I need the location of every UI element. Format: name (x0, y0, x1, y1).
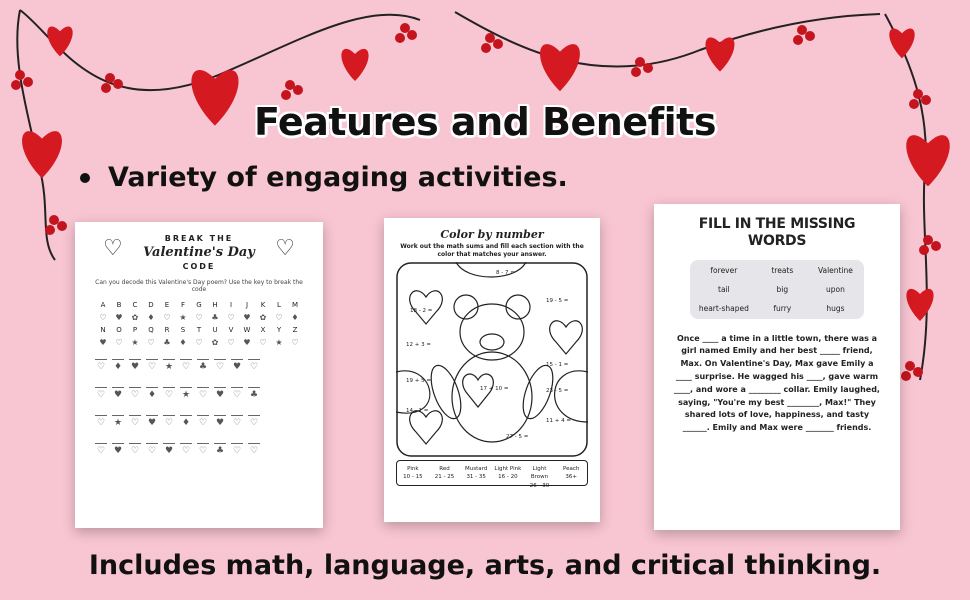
word-bank-item: furry (773, 303, 792, 313)
bullet-dot (80, 173, 90, 183)
key-letter: Z (292, 326, 298, 334)
word-bank-item: treats (771, 265, 794, 275)
word-bank-item: upon (826, 284, 845, 294)
break-the-code-worksheet (75, 222, 323, 528)
cipher-symbol: ♦ (291, 313, 299, 322)
key-letter: O (116, 326, 122, 334)
cipher-symbol: ✿ (131, 313, 139, 322)
word-bank-item: forever (710, 265, 738, 275)
code-line: ♡ ♥ ♡ ♦ ♡ ★ ♡ ♥ ♡ ♣ (95, 387, 303, 400)
cipher-symbol: ♥ (99, 338, 107, 347)
footer-caption: Includes math, language, arts, and critical thinking. (88, 550, 882, 581)
cipher-symbol: ♣ (211, 313, 219, 322)
legend-item: Red 21 - 25 (434, 466, 455, 481)
cipher-symbol: ♥ (243, 313, 251, 322)
key-letter: C (132, 301, 138, 309)
worksheet-heading-top: BREAK THE (164, 234, 234, 243)
cipher-symbol: ♥ (115, 313, 123, 322)
heart-key-icon: ♡ (275, 236, 295, 261)
key-letter: A (100, 301, 106, 309)
code-line: ♡ ★ ♡ ♥ ♡ ♦ ♡ ♥ ♡ ♡ (95, 415, 303, 428)
worksheet-intro: Can you decode this Valentine's Day poem? Use the key to break the code (95, 279, 303, 293)
key-letter: B (116, 301, 122, 309)
worksheet-title (654, 216, 900, 250)
legend-item: Light Brown 26 - 30 (529, 466, 550, 489)
cipher-symbol: ♡ (147, 338, 155, 347)
cipher-symbol: ★ (179, 313, 187, 322)
cipher-symbol: ♡ (195, 338, 203, 347)
legend-item: Pink 10 - 15 (403, 466, 423, 481)
code-line: ♡ ♥ ♡ ♡ ♥ ♡ ♡ ♣ ♡ ♡ (95, 443, 303, 456)
cipher-symbol: ★ (275, 338, 283, 347)
cipher-symbol: ♦ (147, 313, 155, 322)
cipher-symbol: ✿ (211, 338, 219, 347)
cipher-symbol: ♥ (243, 338, 251, 347)
cipher-symbol: ★ (131, 338, 139, 347)
key-letter: M (291, 301, 299, 309)
cipher-key (95, 301, 303, 347)
worksheet-instructions: Work out the math sums and fill each section with the color that matches your answer. (400, 243, 584, 258)
word-bank (690, 260, 864, 319)
cipher-symbol: ♦ (179, 338, 187, 347)
svg-text:27 - 5 =: 27 - 5 = (506, 434, 529, 440)
legend-item: Peach 36+ (563, 466, 580, 481)
svg-text:15 - 1 =: 15 - 1 = (546, 362, 569, 368)
key-letter: Y (276, 326, 282, 334)
svg-text:19 + 5 =: 19 + 5 = (406, 378, 431, 384)
cipher-symbol: ♡ (163, 313, 171, 322)
worksheet-heading-bottom: CODE (182, 262, 216, 271)
color-legend (396, 460, 588, 489)
key-letter: N (100, 326, 106, 334)
cipher-symbol: ♡ (195, 313, 203, 322)
cipher-symbol: ♡ (227, 313, 235, 322)
color-by-number-worksheet (384, 218, 600, 522)
svg-text:19 - 5 =: 19 - 5 = (546, 298, 569, 304)
key-letter: V (228, 326, 234, 334)
worksheet-title-line: WORDS (747, 232, 807, 249)
worksheet-heading-main: Valentine's Day (143, 245, 255, 260)
key-letter: L (277, 301, 281, 309)
code-line: ♡ ♦ ♥ ♡ ★ ♡ ♣ ♡ ♥ ♡ (95, 359, 303, 372)
worksheet-title-line: FILL IN THE MISSING (698, 216, 856, 232)
svg-text:14 - 1 =: 14 - 1 = (406, 408, 429, 414)
heart-lock-icon: ♡ (103, 236, 123, 261)
cipher-symbol: ✿ (259, 313, 267, 322)
legend-item: Mustard 31 - 35 (465, 466, 488, 481)
key-letter: G (196, 301, 202, 309)
svg-text:23 - 5 =: 23 - 5 = (546, 388, 569, 394)
svg-text:8 - 7 =: 8 - 7 = (496, 270, 515, 276)
page-title: Features and Benefits (254, 100, 716, 144)
story-text: Once ____ a time in a little town, there was a girl named Emily and her best _____ friend, Max. On Valentine's Day, Max gave Emily a ____ surprise. He wagged his ____, gave warm ____, and wore a ________ collar. Emily laughed, saying, "You're my best ________, Max!" They shared lots of love, happiness, and tasty ______. Emily and Max were _______ friends. (674, 333, 880, 433)
svg-text:12 + 3 =: 12 + 3 = (406, 342, 431, 348)
key-letter: H (212, 301, 218, 309)
key-letter: R (164, 326, 170, 334)
svg-text:11 + 4 =: 11 + 4 = (546, 418, 571, 424)
key-letter: E (164, 301, 170, 309)
key-letter: X (260, 326, 266, 334)
key-letter: W (243, 326, 251, 334)
word-bank-item: Valentine (817, 265, 853, 275)
word-bank-item: tail (718, 284, 730, 294)
cipher-symbol: ♡ (227, 338, 235, 347)
key-letter: U (212, 326, 218, 334)
word-bank-item: big (776, 284, 789, 294)
key-letter: P (132, 326, 138, 334)
cipher-symbol: ♡ (259, 338, 267, 347)
feature-bullet (80, 162, 568, 193)
key-letter: T (196, 326, 202, 334)
code-lines (95, 359, 303, 456)
legend-item: Light Pink 16 - 20 (494, 466, 522, 481)
bullet-text: Variety of engaging activities. (108, 162, 568, 193)
key-letter: I (229, 301, 233, 309)
cipher-symbol: ♣ (163, 338, 171, 347)
cipher-symbol: ♡ (291, 338, 299, 347)
key-letter: K (260, 301, 266, 309)
svg-text:17 + 10 =: 17 + 10 = (480, 386, 509, 392)
cipher-symbol: ♡ (99, 313, 107, 322)
key-letter: S (180, 326, 186, 334)
key-letter: F (180, 301, 186, 309)
svg-text:18 - 2 =: 18 - 2 = (410, 308, 433, 314)
teddy-bear-coloring-illustration (396, 262, 588, 457)
key-letter: Q (148, 326, 154, 334)
word-bank-item: hugs (826, 303, 845, 313)
cipher-symbol: ♡ (115, 338, 123, 347)
cipher-symbol: ♡ (275, 313, 283, 322)
key-letter: J (245, 301, 249, 309)
fill-in-missing-words-worksheet (654, 204, 900, 530)
key-letter: D (148, 301, 154, 309)
worksheet-title: Color by number (440, 228, 544, 241)
word-bank-item: heart-shaped (698, 303, 749, 313)
